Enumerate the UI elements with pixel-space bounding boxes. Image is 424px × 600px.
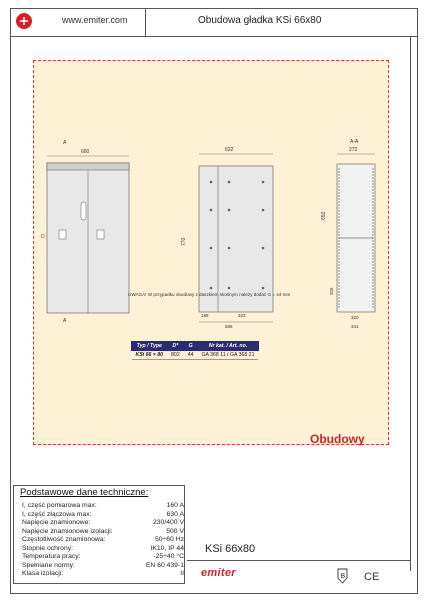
- table-header-type: Typ / Type: [132, 342, 168, 351]
- spec-value: -25÷40 °C: [153, 553, 184, 560]
- section-inner-dim: 326: [329, 287, 334, 295]
- section-mark-a-top: A: [63, 140, 67, 146]
- spec-label: Napięcie znamionowe izolacji:: [22, 527, 113, 535]
- spec-row: [22, 553, 184, 562]
- spec-label: Spełniane normy:: [22, 561, 75, 569]
- spec-value: IK10, IP 44: [150, 544, 184, 552]
- emiter-logo-icon: [16, 13, 32, 29]
- spec-label: Temperatura pracy:: [22, 553, 81, 560]
- spec-row: [22, 562, 184, 571]
- spec-row: [22, 511, 184, 520]
- b-cert-icon: [338, 569, 347, 583]
- front-view: [41, 140, 129, 324]
- spec-row: [22, 502, 184, 511]
- spec-value: 230/400 V: [153, 519, 184, 526]
- footer-divider: [187, 560, 410, 561]
- specs-list: [22, 502, 184, 579]
- table-row: [132, 351, 259, 360]
- spec-label: Klasa izolacji:: [22, 570, 64, 577]
- spec-value: II: [180, 570, 184, 577]
- specs-title: Podstawowe dane techniczne:: [20, 487, 149, 498]
- spec-label: Stopnie ochrony:: [22, 544, 74, 552]
- spec-row: [22, 519, 184, 528]
- header-separator: [145, 8, 146, 36]
- table-cell-artno: GA 368 11 / GA 368 21: [197, 351, 258, 360]
- spec-row: [22, 528, 184, 537]
- brand-logo: emiter: [201, 567, 236, 579]
- section-top-dim: 272: [349, 147, 358, 153]
- front-height-label: D: [41, 234, 45, 240]
- product-name: KSi 66x80: [205, 543, 256, 555]
- certification-marks: [330, 566, 390, 586]
- table-header-d: D*: [167, 342, 184, 351]
- table-cell-type: KSi 66 × 80: [132, 351, 168, 360]
- spec-value: 50÷60 Hz: [154, 536, 184, 543]
- ce-mark-icon: CE: [364, 571, 380, 583]
- back-height-label: 770: [181, 237, 187, 246]
- website-link[interactable]: www.emiter.com: [62, 15, 128, 25]
- product-table: [131, 341, 259, 360]
- section-label: Obudowy: [310, 432, 365, 446]
- right-margin-line: [410, 36, 411, 571]
- section-bottom-dim1: 320: [351, 315, 359, 320]
- back-dim-586: 586: [225, 324, 233, 329]
- section-height-dim: 652: [321, 211, 327, 220]
- back-dim-323: 323: [238, 313, 246, 318]
- spec-row: [22, 545, 184, 554]
- spec-label: Napięcie znamionowe:: [22, 519, 91, 526]
- spec-label: I, część złączowa max:: [22, 510, 92, 518]
- back-width-label: 622: [225, 147, 234, 153]
- section-title: A-A: [350, 139, 359, 145]
- note-text: UWAGA! W przypadku obudowy z daszkiem skośnym należy dodać G = 44 mm: [128, 292, 291, 297]
- table-header-g: G: [184, 342, 198, 351]
- spec-value: EN 60 439-1: [145, 561, 184, 569]
- section-mark-a-bottom: A: [63, 318, 67, 324]
- spec-label: Częstotliwość znamionowa:: [22, 536, 106, 543]
- table-cell-d: 802: [167, 351, 184, 360]
- page-title: Obudowa gładka KSi 66x80: [198, 15, 322, 26]
- spec-value: 630 A: [166, 510, 184, 518]
- back-dim-188: 188: [201, 313, 209, 318]
- table-header-artno: Nr kat. / Art. no.: [197, 342, 258, 351]
- table-cell-g: 44: [184, 351, 198, 360]
- spec-label: I, część pomiarowa max:: [22, 502, 97, 509]
- front-width-label: 660: [81, 149, 90, 155]
- spec-value: 160 A: [166, 502, 184, 509]
- section-bottom-dim2: 341: [351, 324, 359, 329]
- header-divider: [10, 36, 418, 37]
- spec-value: 500 V: [166, 527, 184, 535]
- b-cert-label: B: [340, 573, 346, 580]
- spec-row: [22, 536, 184, 545]
- spec-row: [22, 570, 184, 579]
